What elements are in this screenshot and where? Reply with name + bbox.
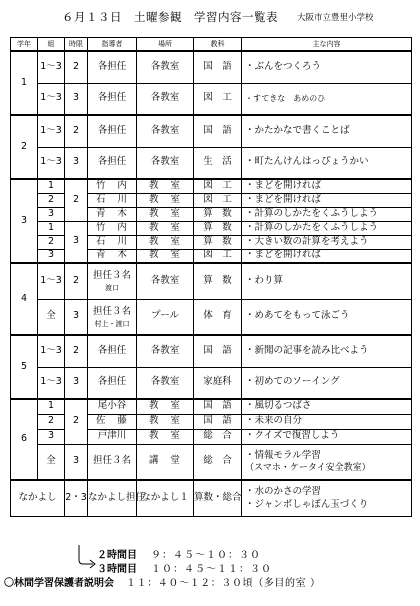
subject-cell: 国 語 <box>194 414 242 429</box>
content-cell <box>242 444 412 480</box>
class-cell: 1～3 <box>38 367 65 399</box>
class-cell: 全 <box>38 299 65 335</box>
place-cell: 教 室 <box>137 207 194 221</box>
teacher-cell: 青 木 <box>88 207 137 221</box>
place-cell: 教 室 <box>137 221 194 235</box>
place-cell: 各教室 <box>137 335 194 367</box>
period-cell: 3 <box>65 299 88 335</box>
class-cell: 全 <box>38 444 65 480</box>
col-header-teacher: 指導者 <box>88 38 137 52</box>
table-row <box>11 115 412 147</box>
col-header-period: 時限 <box>65 38 88 52</box>
col-header-grade: 学年 <box>11 38 38 52</box>
subject-cell: 算 数 <box>194 207 242 221</box>
arrow-right-icon <box>76 544 98 570</box>
subject-cell: 国 語 <box>194 51 242 83</box>
table-row <box>11 263 412 299</box>
content-line: ・ジャンボしゃぼん玉づくり <box>245 499 369 511</box>
teacher-cell: 尾小谷 <box>88 399 137 414</box>
period-time: １０：４５～１１：３０ <box>151 564 272 575</box>
period-label: ３時間目 <box>97 564 137 575</box>
table-row <box>11 51 412 83</box>
class-cell: 3 <box>38 207 65 221</box>
place-cell: 教 室 <box>137 414 194 429</box>
place-cell: 各教室 <box>137 51 194 83</box>
teacher-cell <box>88 263 137 299</box>
period-cell: 2 <box>65 335 88 367</box>
table-row <box>11 444 412 480</box>
school-name: 大阪市立豊里小学校 <box>297 13 374 23</box>
content-cell: ・町たんけんはっぴょうかい <box>242 147 412 179</box>
table-row <box>11 179 412 193</box>
content-cell: ・すてきな あめのひ <box>242 83 412 115</box>
period-cell: 3 <box>65 83 88 115</box>
subject-cell: 総 合 <box>194 429 242 444</box>
table-row <box>11 367 412 399</box>
grade-cell: 6 <box>11 399 38 480</box>
table-header-row <box>11 38 412 52</box>
subject-cell: 図 工 <box>194 179 242 193</box>
meeting-time: １１：４０～１２：３０頃（多目的室 ） <box>126 578 321 589</box>
teacher-cell: なかよし担任 <box>88 480 137 516</box>
subject-cell: 家庭科 <box>194 367 242 399</box>
content-cell: ・計算のしかたをくふうしよう <box>242 221 412 235</box>
period-cell: 2 <box>65 115 88 147</box>
content-cell: ・未来の自分 <box>242 414 412 429</box>
class-cell: 1～3 <box>38 115 65 147</box>
grade-cell: 4 <box>11 263 38 335</box>
subject-cell: 図 工 <box>194 193 242 207</box>
grade-cell: 2 <box>11 115 38 179</box>
class-cell: 1 <box>38 221 65 235</box>
class-cell: 1～3 <box>38 83 65 115</box>
table-row <box>11 221 412 235</box>
table-row <box>11 480 412 516</box>
class-cell: 2 <box>38 235 65 249</box>
teacher-cell: 竹 内 <box>88 179 137 193</box>
place-cell: なかよし１ <box>137 480 194 516</box>
subject-cell: 生 活 <box>194 147 242 179</box>
place-cell: 教 室 <box>137 179 194 193</box>
col-header-place: 場所 <box>137 38 194 52</box>
teacher-main: 担任３名 <box>92 305 131 317</box>
subject-cell: 図 工 <box>194 83 242 115</box>
subject-cell: 国 語 <box>194 399 242 414</box>
period-cell: 2 <box>65 51 88 83</box>
content-cell <box>242 480 412 516</box>
period-cell: 3 <box>65 221 88 263</box>
teacher-sub: 渡口 <box>105 284 119 293</box>
content-cell: ・まどを開ければ <box>242 249 412 263</box>
page-title: ６月１３日 土曜参観 学習内容一覧表 <box>62 10 278 24</box>
period-cell: 2 <box>65 399 88 444</box>
subject-cell: 国 語 <box>194 335 242 367</box>
period-cell: 3 <box>65 367 88 399</box>
place-cell: 教 室 <box>137 429 194 444</box>
class-cell: 1～3 <box>38 51 65 83</box>
class-cell: 3 <box>38 429 65 444</box>
teacher-cell: 各担任 <box>88 115 137 147</box>
grade-cell: 5 <box>11 335 38 399</box>
place-cell: 各教室 <box>137 115 194 147</box>
content-line: （スマホ・ケータイ安全教室） <box>245 463 371 474</box>
table-row <box>11 147 412 179</box>
content-cell: ・大きい数の計算を考えよう <box>242 235 412 249</box>
teacher-cell: 各担任 <box>88 83 137 115</box>
class-cell: 2 <box>38 193 65 207</box>
period-time: ９：４５～１０：３０ <box>151 550 261 561</box>
grade-cell: 3 <box>11 179 38 263</box>
period-cell: 2 <box>65 263 88 299</box>
page-header <box>0 8 420 26</box>
period-3-time <box>97 560 272 575</box>
meeting-label: 〇林間学習保護者説明会 <box>4 578 114 589</box>
table-row <box>11 335 412 367</box>
place-cell: 教 室 <box>137 235 194 249</box>
col-header-content: 主な内容 <box>242 38 412 52</box>
col-header-subject: 教科 <box>194 38 242 52</box>
period-2-time <box>97 546 261 561</box>
class-cell: 1～3 <box>38 335 65 367</box>
teacher-main: 担任３名 <box>92 270 131 282</box>
class-cell: 1 <box>38 399 65 414</box>
subject-cell: 図 工 <box>194 249 242 263</box>
period-cell: 3 <box>65 444 88 480</box>
class-cell: 3 <box>38 249 65 263</box>
teacher-cell: 石 川 <box>88 193 137 207</box>
teacher-cell: 佐 藤 <box>88 414 137 429</box>
teacher-cell: 各担任 <box>88 367 137 399</box>
content-cell: ・計算のしかたをくふうしよう <box>242 207 412 221</box>
subject-cell: 算 数 <box>194 263 242 299</box>
content-line: ・水のかさの学習 <box>245 485 322 497</box>
content-cell: ・新聞の記事を読み比べよう <box>242 335 412 367</box>
footer <box>0 542 420 606</box>
period-cell: 3 <box>65 147 88 179</box>
content-cell: ・まどを開ければ <box>242 179 412 193</box>
table-row <box>11 299 412 335</box>
teacher-cell: 石 川 <box>88 235 137 249</box>
class-cell: 1 <box>38 179 65 193</box>
place-cell: 教 室 <box>137 249 194 263</box>
place-cell: 教 室 <box>137 399 194 414</box>
parent-meeting <box>4 574 321 589</box>
content-cell: ・かたかなで書くことば <box>242 115 412 147</box>
teacher-cell: 戸津川 <box>88 429 137 444</box>
teacher-sub: 村上・渡口 <box>94 319 130 328</box>
content-cell: ・初めてのソーイング <box>242 367 412 399</box>
grade-cell: 1 <box>11 51 38 115</box>
place-cell: 教 室 <box>137 193 194 207</box>
grade-cell: なかよし <box>11 480 65 516</box>
place-cell: プール <box>137 299 194 335</box>
content-line: ・情報モラル学習 <box>245 449 321 461</box>
subject-cell: 国 語 <box>194 115 242 147</box>
content-cell: ・めあてをもって泳ごう <box>242 299 412 335</box>
col-header-class: 組 <box>38 38 65 52</box>
teacher-cell: 青 木 <box>88 249 137 263</box>
class-cell: 1～3 <box>38 263 65 299</box>
schedule-table <box>10 37 412 517</box>
table-row <box>11 83 412 115</box>
place-cell: 講 堂 <box>137 444 194 480</box>
content-cell: ・まどを開ければ <box>242 193 412 207</box>
table-row <box>11 399 412 414</box>
subject-cell: 算数・総合 <box>194 480 242 516</box>
place-cell: 各教室 <box>137 263 194 299</box>
class-cell: 2・3 <box>65 480 88 516</box>
class-cell: 2 <box>38 414 65 429</box>
teacher-cell: 担任３名 <box>88 444 137 480</box>
teacher-cell: 各担任 <box>88 147 137 179</box>
teacher-cell <box>88 299 137 335</box>
subject-cell: 総 合 <box>194 444 242 480</box>
teacher-cell: 各担任 <box>88 335 137 367</box>
period-cell: 2 <box>65 179 88 221</box>
teacher-cell: 竹 内 <box>88 221 137 235</box>
subject-cell: 体 育 <box>194 299 242 335</box>
place-cell: 各教室 <box>137 83 194 115</box>
subject-cell: 算 数 <box>194 235 242 249</box>
content-cell: ・ぶんをつくろう <box>242 51 412 83</box>
place-cell: 各教室 <box>137 147 194 179</box>
content-cell: ・クイズで復習しよう <box>242 429 412 444</box>
content-cell: ・わり算 <box>242 263 412 299</box>
place-cell: 各教室 <box>137 367 194 399</box>
teacher-cell: 各担任 <box>88 51 137 83</box>
period-label: ２時間目 <box>97 550 137 561</box>
class-cell: 1～3 <box>38 147 65 179</box>
content-cell: ・風切るつばさ <box>242 399 412 414</box>
subject-cell: 算 数 <box>194 221 242 235</box>
